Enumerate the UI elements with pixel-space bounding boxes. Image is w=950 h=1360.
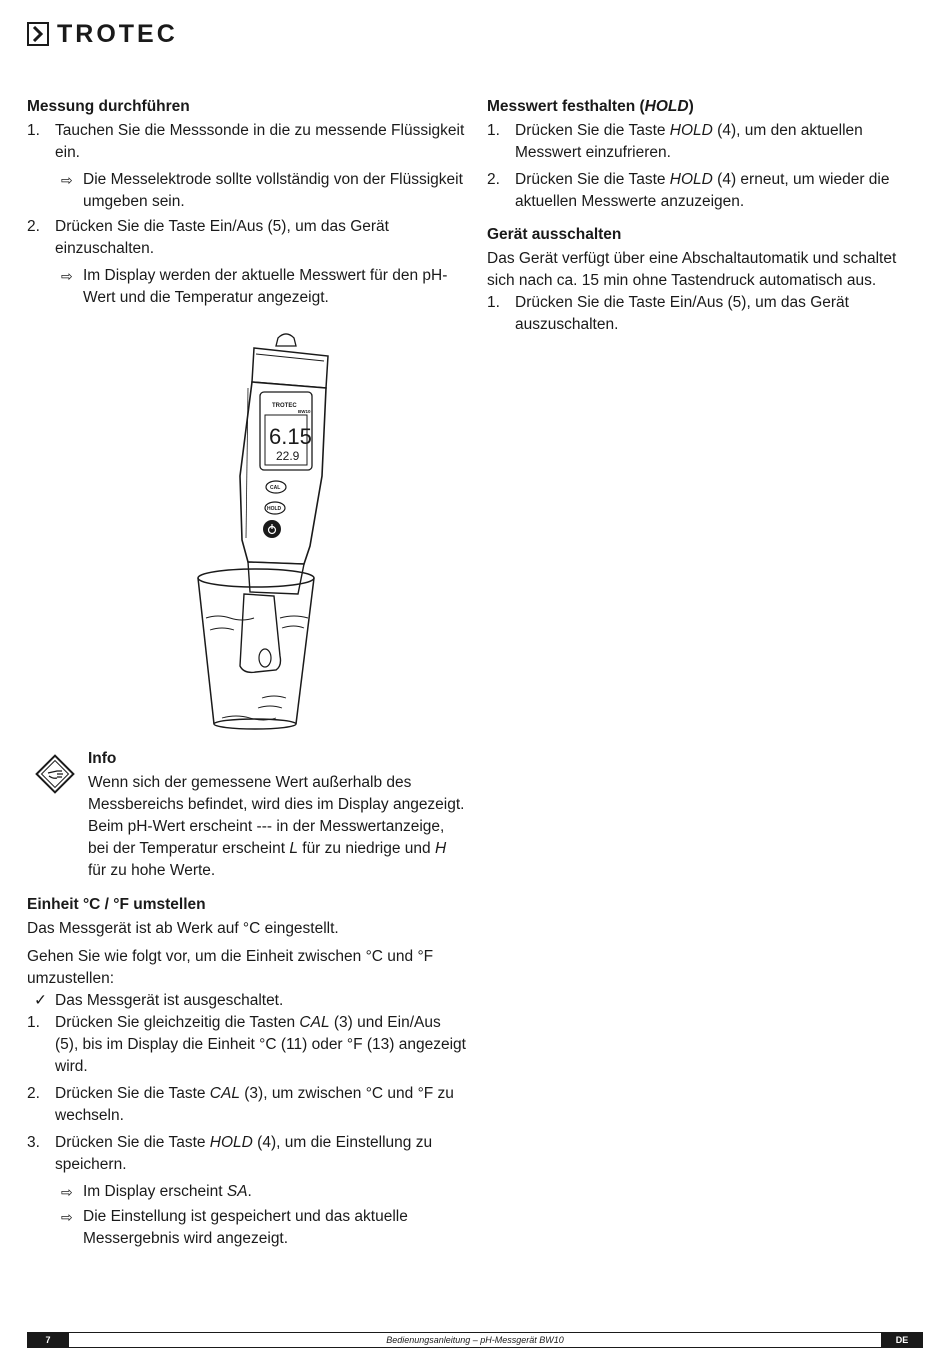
arrow-right-icon: ⇨ <box>61 1209 73 1225</box>
ph-meter-illustration <box>178 326 350 730</box>
list-item: 2. Drücken Sie die Taste HOLD (4) erneut, um wieder die aktuellen Messwerte anzuzeigen. <box>487 171 890 210</box>
list-item: 2. Drücken Sie die Taste Ein/Aus (5), um das Gerät einzuschalten. <box>27 218 389 257</box>
temp-reading: 22.9 <box>276 449 300 463</box>
arrow-right-icon: ⇨ <box>61 1184 73 1200</box>
device-model-label: BW10 <box>298 409 311 414</box>
cal-button-label: CAL <box>270 485 281 491</box>
arrow-right-icon: ⇨ <box>61 268 73 284</box>
paragraph: Das Gerät verfügt über eine Abschaltautomatik und schaltet sich nach ca. 15 min ohne Tastendruck automatisch aus. <box>487 250 897 289</box>
result-item: ⇨ Im Display erscheint SA. <box>27 1181 467 1203</box>
list-item: 3. Drücken Sie die Taste HOLD (4), um die Einstellung zu speichern. <box>27 1134 433 1173</box>
heading-switch-off: Gerät ausschalten <box>487 226 622 243</box>
result-item: ⇨ Die Messelektrode sollte vollständig von der Flüssigkeit umgeben sein. <box>61 171 463 210</box>
list-item: 1. Tauchen Sie die Messsonde in die zu messende Flüssigkeit ein. <box>27 122 465 161</box>
result-item: ⇨ Die Einstellung ist gespeichert und das aktuelle Messergebnis wird angezeigt. <box>61 1208 408 1247</box>
heading-unit: Einheit °C / °F umstellen <box>27 896 206 913</box>
brand-name: TROTEC <box>57 20 178 48</box>
arrow-right-icon: ⇨ <box>61 172 73 188</box>
info-hand-icon <box>35 754 75 794</box>
heading-measurement: Messung durchführen <box>27 98 190 115</box>
language-badge: DE <box>881 1333 923 1347</box>
info-text: Wenn sich der gemessene Wert außerhalb des Messbereichs befindet, wird dies im Display angezeigt. Beim pH-Wert erscheint --- in der Messwertanzeige, bei der Temperatur erscheint L für zu niedrige und H für zu hohe Werte. <box>88 774 465 879</box>
list-item: 1. Drücken Sie die Taste HOLD (4), um den aktuellen Messwert einzufrieren. <box>487 122 863 161</box>
hold-button-label: HOLD <box>267 506 282 512</box>
paragraph: Gehen Sie wie folgt vor, um die Einheit zwischen °C und °F umzustellen: <box>27 948 434 987</box>
result-item: ⇨ Im Display werden der aktuelle Messwert für den pH-Wert und die Temperatur angezeigt. <box>61 267 448 306</box>
ph-reading: 6.15 <box>269 424 312 449</box>
section-hold <box>487 96 927 341</box>
chevron-right-icon <box>27 22 49 46</box>
info-title: Info <box>88 750 117 767</box>
device-brand-label: TROTEC <box>272 403 297 409</box>
list-item: 2. Drücken Sie die Taste CAL (3), um zwischen °C und °F zu wechseln. <box>27 1085 454 1124</box>
page-footer <box>27 1332 923 1348</box>
list-item: 1. Drücken Sie gleichzeitig die Tasten CAL (3) und Ein/Aus (5), bis im Display die Einheit °C (11) oder °F (13) angezeigt wird. <box>27 1014 466 1075</box>
page-number: 7 <box>27 1333 69 1347</box>
footer-title: Bedienungsanleitung – pH-Messgerät BW10 <box>386 1335 564 1345</box>
checkmark-icon: ✓ <box>34 992 47 1009</box>
paragraph: Das Messgerät ist ab Werk auf °C eingestellt. <box>27 920 339 937</box>
section-unit <box>27 894 467 1253</box>
heading-hold: Messwert festhalten (HOLD) <box>487 98 694 115</box>
info-box <box>27 748 467 882</box>
list-item: 1. Drücken Sie die Taste Ein/Aus (5), um das Gerät auszuschalten. <box>487 294 849 333</box>
section-measurement <box>27 96 467 312</box>
precondition: ✓ Das Messgerät ist ausgeschaltet. <box>27 990 467 1012</box>
trotec-logo <box>27 20 178 48</box>
